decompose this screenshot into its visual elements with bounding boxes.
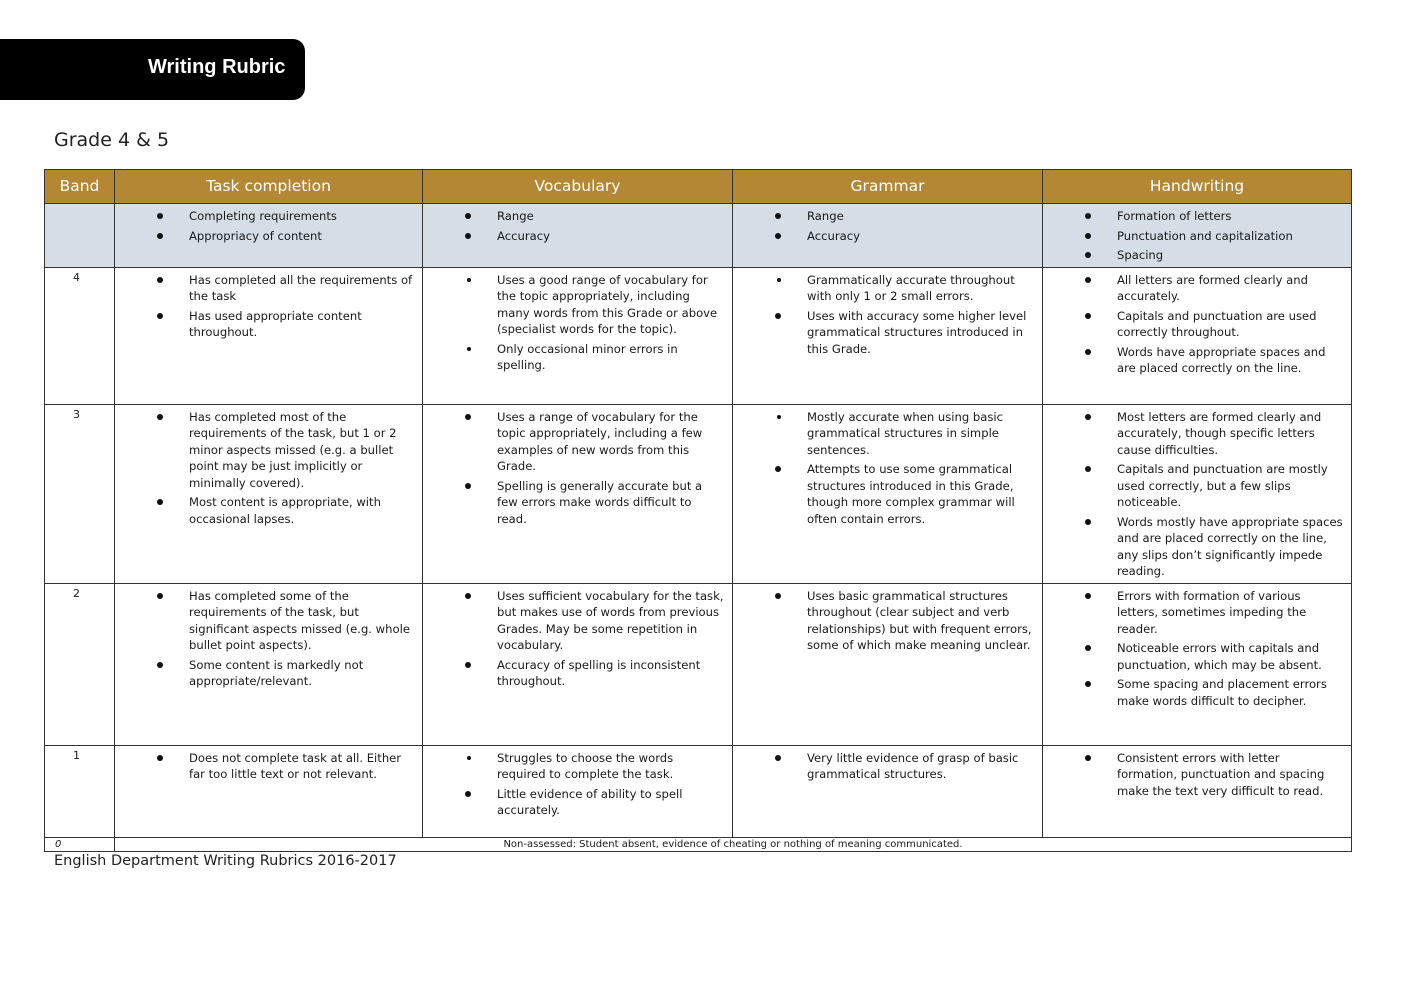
header-band: Band [45,170,115,204]
band-row [45,267,1352,404]
descriptor: All letters are formed clearly and accurately. [1043,272,1351,305]
descriptor: Noticeable errors with capitals and punctuation, which may be absent. [1043,640,1351,673]
descriptor: Uses a good range of vocabulary for the topic appropriately, including many words from this Grade or above (specialist words for the topic). [423,272,732,338]
criteria-item: Accuracy [733,228,1042,245]
task-completion-cell [115,404,423,583]
descriptor: Uses a range of vocabulary for the topic appropriately, including a few examples of new words from this Grade. [423,409,732,475]
descriptor: Has completed some of the requirements of the task, but significant aspects missed (e.g. whole bullet point aspects). [115,588,422,654]
vocabulary-cell [423,583,733,745]
task-completion-cell [115,267,423,404]
vocabulary-cell [423,404,733,583]
vocabulary-cell [423,745,733,837]
handwriting-cell [1043,583,1352,745]
descriptor: Uses sufficient vocabulary for the task, but makes use of words from previous Grades. May be some repetition in vocabulary. [423,588,732,654]
handwriting-cell [1043,267,1352,404]
band-row [45,745,1352,837]
band-zero-number: 0 [45,837,115,851]
band-number: 3 [45,404,115,583]
title-banner [0,39,305,100]
descriptor: Has used appropriate content throughout. [115,308,422,341]
descriptor: Uses with accuracy some higher level grammatical structures introduced in this Grade. [733,308,1042,358]
criteria-item: Spacing [1043,247,1351,264]
band-number: 4 [45,267,115,404]
descriptor: Has completed most of the requirements of the task, but 1 or 2 minor aspects missed (e.g. a bullet point may be just implicitly or minimally covered). [115,409,422,492]
header-vocabulary: Vocabulary [423,170,733,204]
task-completion-cell [115,583,423,745]
descriptor: Struggles to choose the words required to complete the task. [423,750,732,783]
descriptor: Spelling is generally accurate but a few errors make words difficult to read. [423,478,732,528]
vocabulary-cell [423,267,733,404]
band-zero-text: Non-assessed: Student absent, evidence of cheating or nothing of meaning communicated. [115,837,1352,851]
criteria-band-cell [45,204,115,268]
handwriting-cell [1043,404,1352,583]
grade-title: Grade 4 & 5 [54,129,170,151]
descriptor: Only occasional minor errors in spelling. [423,341,732,374]
criteria-cell [1043,204,1352,268]
criteria-item: Appropriacy of content [115,228,422,245]
criteria-cell [423,204,733,268]
descriptor: Attempts to use some grammatical structures introduced in this Grade, though more complex grammar will often contain errors. [733,461,1042,527]
descriptor: Words mostly have appropriate spaces and are placed correctly on the line, any slips don’t significantly impede reading. [1043,514,1351,580]
criteria-item: Punctuation and capitalization [1043,228,1351,245]
descriptor: Has completed all the requirements of the task [115,272,422,305]
descriptor: Consistent errors with letter formation, punctuation and spacing make the text very difficult to read. [1043,750,1351,800]
grammar-cell [733,583,1043,745]
descriptor: Very little evidence of grasp of basic grammatical structures. [733,750,1042,783]
descriptor: Capitals and punctuation are used correctly throughout. [1043,308,1351,341]
band-row [45,404,1352,583]
task-completion-cell [115,745,423,837]
band-row [45,583,1352,745]
band-number: 2 [45,583,115,745]
header-handwriting: Handwriting [1043,170,1352,204]
band-zero-row [45,837,1352,851]
handwriting-cell [1043,745,1352,837]
header-grammar: Grammar [733,170,1043,204]
criteria-row [45,204,1352,268]
rubric-table [44,169,1352,852]
criteria-item: Formation of letters [1043,208,1351,225]
criteria-item: Range [423,208,732,225]
descriptor: Some content is markedly not appropriate/relevant. [115,657,422,690]
grammar-cell [733,404,1043,583]
descriptor: Grammatically accurate throughout with only 1 or 2 small errors. [733,272,1042,305]
descriptor: Capitals and punctuation are mostly used correctly, but a few slips noticeable. [1043,461,1351,511]
grammar-cell [733,745,1043,837]
descriptor: Accuracy of spelling is inconsistent throughout. [423,657,732,690]
header-task-completion: Task completion [115,170,423,204]
criteria-cell [733,204,1043,268]
criteria-cell [115,204,423,268]
descriptor: Mostly accurate when using basic grammatical structures in simple sentences. [733,409,1042,459]
banner-title: Writing Rubric [148,56,286,78]
descriptor: Most letters are formed clearly and accurately, though specific letters cause difficulties. [1043,409,1351,459]
band-number: 1 [45,745,115,837]
descriptor: Most content is appropriate, with occasional lapses. [115,494,422,527]
footer-text: English Department Writing Rubrics 2016-2017 [54,853,397,869]
header-row [45,170,1352,204]
descriptor: Errors with formation of various letters, sometimes impeding the reader. [1043,588,1351,638]
descriptor: Some spacing and placement errors make words difficult to decipher. [1043,676,1351,709]
descriptor: Does not complete task at all. Either far too little text or not relevant. [115,750,422,783]
criteria-item: Range [733,208,1042,225]
grammar-cell [733,267,1043,404]
descriptor: Little evidence of ability to spell accurately. [423,786,732,819]
descriptor: Uses basic grammatical structures throughout (clear subject and verb relationships) but with frequent errors, some of which make meaning unclear. [733,588,1042,654]
criteria-item: Accuracy [423,228,732,245]
criteria-item: Completing requirements [115,208,422,225]
descriptor: Words have appropriate spaces and are placed correctly on the line. [1043,344,1351,377]
